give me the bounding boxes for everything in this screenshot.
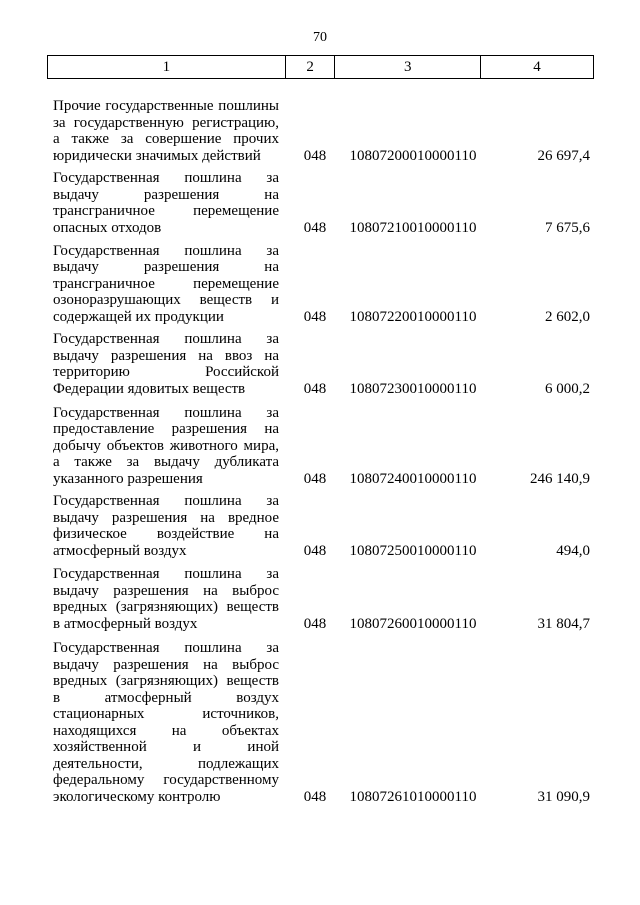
row-description: Государственная пошлина за выдачу разрешения на ввоз на территорию Российской Федерации ядовитых веществ	[53, 331, 279, 397]
row-code: 048	[303, 615, 327, 632]
row-description: Государственная пошлина за предоставление разрешения на добычу объектов животного мира, а также за выдачу дубликата указанного разрешения	[53, 404, 279, 487]
row-amount: 31 804,7	[537, 615, 590, 632]
row-code: 048	[303, 147, 327, 164]
row-kbk: 10807240010000110	[349, 470, 477, 487]
table-row	[0, 331, 640, 397]
row-description: Государственная пошлина за выдачу разрешения на выброс вредных (загрязняющих) веществ в атмосферный воздух стационарных источников, находящихся на объектах хозяйственной и иной деятельности, подлежащих федеральному государственному экологическому контролю	[53, 640, 279, 805]
row-kbk: 10807260010000110	[349, 615, 477, 632]
row-description: Государственная пошлина за выдачу разрешения на вредное физическое воздействие на атмосферный воздух	[53, 493, 279, 559]
row-kbk: 10807230010000110	[349, 380, 477, 397]
row-amount: 7 675,6	[545, 219, 590, 236]
row-description: Государственная пошлина за выдачу разрешения на трансграничное перемещение опасных отходов	[53, 170, 279, 236]
table-row	[0, 244, 640, 325]
row-kbk: 10807261010000110	[349, 788, 477, 805]
row-amount: 494,0	[556, 542, 590, 559]
table-row	[0, 495, 640, 559]
column-header-3: 3	[334, 56, 480, 78]
row-kbk: 10807200010000110	[349, 147, 477, 164]
table-row	[0, 405, 640, 487]
row-description: Прочие государственные пошлины за государственную регистрацию, а также за совершение прочих юридически значимых действий	[53, 98, 279, 164]
row-amount: 2 602,0	[545, 308, 590, 325]
row-code: 048	[303, 380, 327, 397]
row-amount: 31 090,9	[537, 788, 590, 805]
row-code: 048	[303, 788, 327, 805]
column-header-4: 4	[480, 56, 593, 78]
row-code: 048	[303, 308, 327, 325]
row-kbk: 10807250010000110	[349, 542, 477, 559]
column-header-1: 1	[162, 59, 171, 75]
column-header-2: 2	[285, 56, 335, 78]
row-amount: 6 000,2	[545, 380, 590, 397]
row-amount: 246 140,9	[530, 470, 590, 487]
row-code: 048	[303, 542, 327, 559]
row-kbk: 10807220010000110	[349, 308, 477, 325]
table-row	[0, 172, 640, 236]
table-row	[0, 84, 640, 164]
row-code: 048	[303, 219, 327, 236]
column-header-row	[47, 55, 594, 79]
row-code: 048	[303, 470, 327, 487]
row-amount: 26 697,4	[537, 147, 590, 164]
row-description: Государственная пошлина за выдачу разрешения на трансграничное перемещение озоноразрушающих веществ и содержащей их продукции	[53, 242, 279, 325]
row-kbk: 10807210010000110	[349, 219, 477, 236]
row-description: Государственная пошлина за выдачу разрешения на выброс вредных (загрязняющих) веществ в атмосферный воздух	[53, 566, 279, 632]
table-row	[0, 640, 640, 805]
table-row	[0, 567, 640, 632]
page-number: 70	[313, 30, 327, 45]
